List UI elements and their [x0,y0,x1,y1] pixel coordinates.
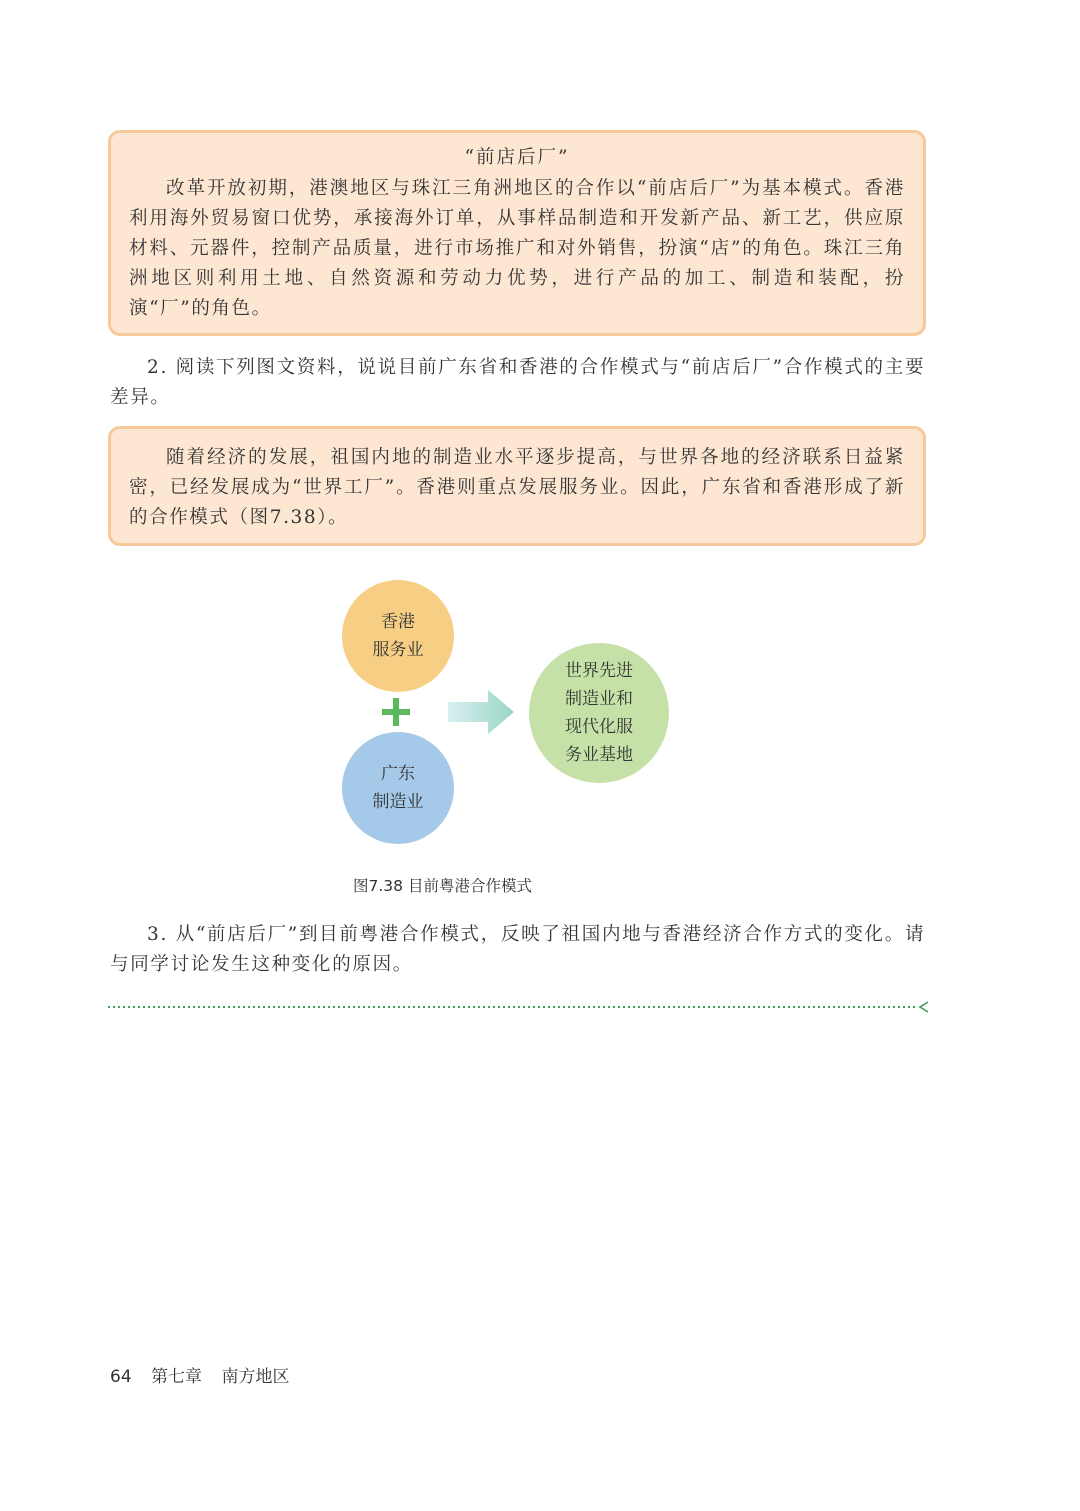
chapter-label: 第七章 [151,1367,203,1387]
plus-icon [382,698,410,726]
circle-label: 制造业 [372,792,424,812]
circle-label: 广东 [381,764,415,784]
dotted-divider [108,1001,930,1013]
advanced-base-circle [529,643,669,783]
circle-label: 服务业 [372,640,424,660]
question-2: 2. 阅读下列图文资料，说说目前广东省和香港的合作模式与“前店后厂”合作模式的主要差异。 [110,357,926,408]
reading-box-front-shop-back-factory [108,130,926,336]
section-label: 南方地区 [221,1367,290,1387]
figure-caption: 图7.38 目前粤港合作模式 [353,877,532,895]
arrow-right-icon [448,690,514,734]
question-3: 3. 从“前店后厂”到目前粤港合作模式，反映了祖国内地与香港经济合作方式的变化。请与同学讨论发生这种变化的原因。 [110,924,926,975]
circle-label: 现代化服 [565,717,633,737]
guangdong-manufacturing-circle [342,732,454,844]
circle-label: 世界先进 [565,661,633,681]
box-body: 随着经济的发展，祖国内地的制造业水平逐步提高，与世界各地的经济联系日益紧密，已经发展成为“世界工厂”。香港则重点发展服务业。因此，广东省和香港形成了新的合作模式（图7.38）。 [129,447,905,528]
reading-box-new-model [108,426,926,546]
box-body: 改革开放初期，港澳地区与珠江三角洲地区的合作以“前店后厂”为基本模式。香港利用海外贸易窗口优势，承接海外订单，从事样品制造和开发新产品、新工艺，供应原材料、元器件，控制产品质量，进行市场推广和对外销售，扮演“店”的角色。珠江三角洲地区则利用土地、自然资源和劳动力优势，进行产品的加工、制造和装配，扮演“厂”的角色。 [129,178,905,319]
page-footer [110,1362,303,1387]
circle-label: 香港 [381,612,415,632]
circle-label: 务业基地 [565,745,633,765]
circle-label: 制造业和 [565,689,633,709]
hong-kong-service-circle [342,580,454,692]
box-title: “前店后厂” [464,147,570,168]
page-number: 64 [110,1367,132,1387]
